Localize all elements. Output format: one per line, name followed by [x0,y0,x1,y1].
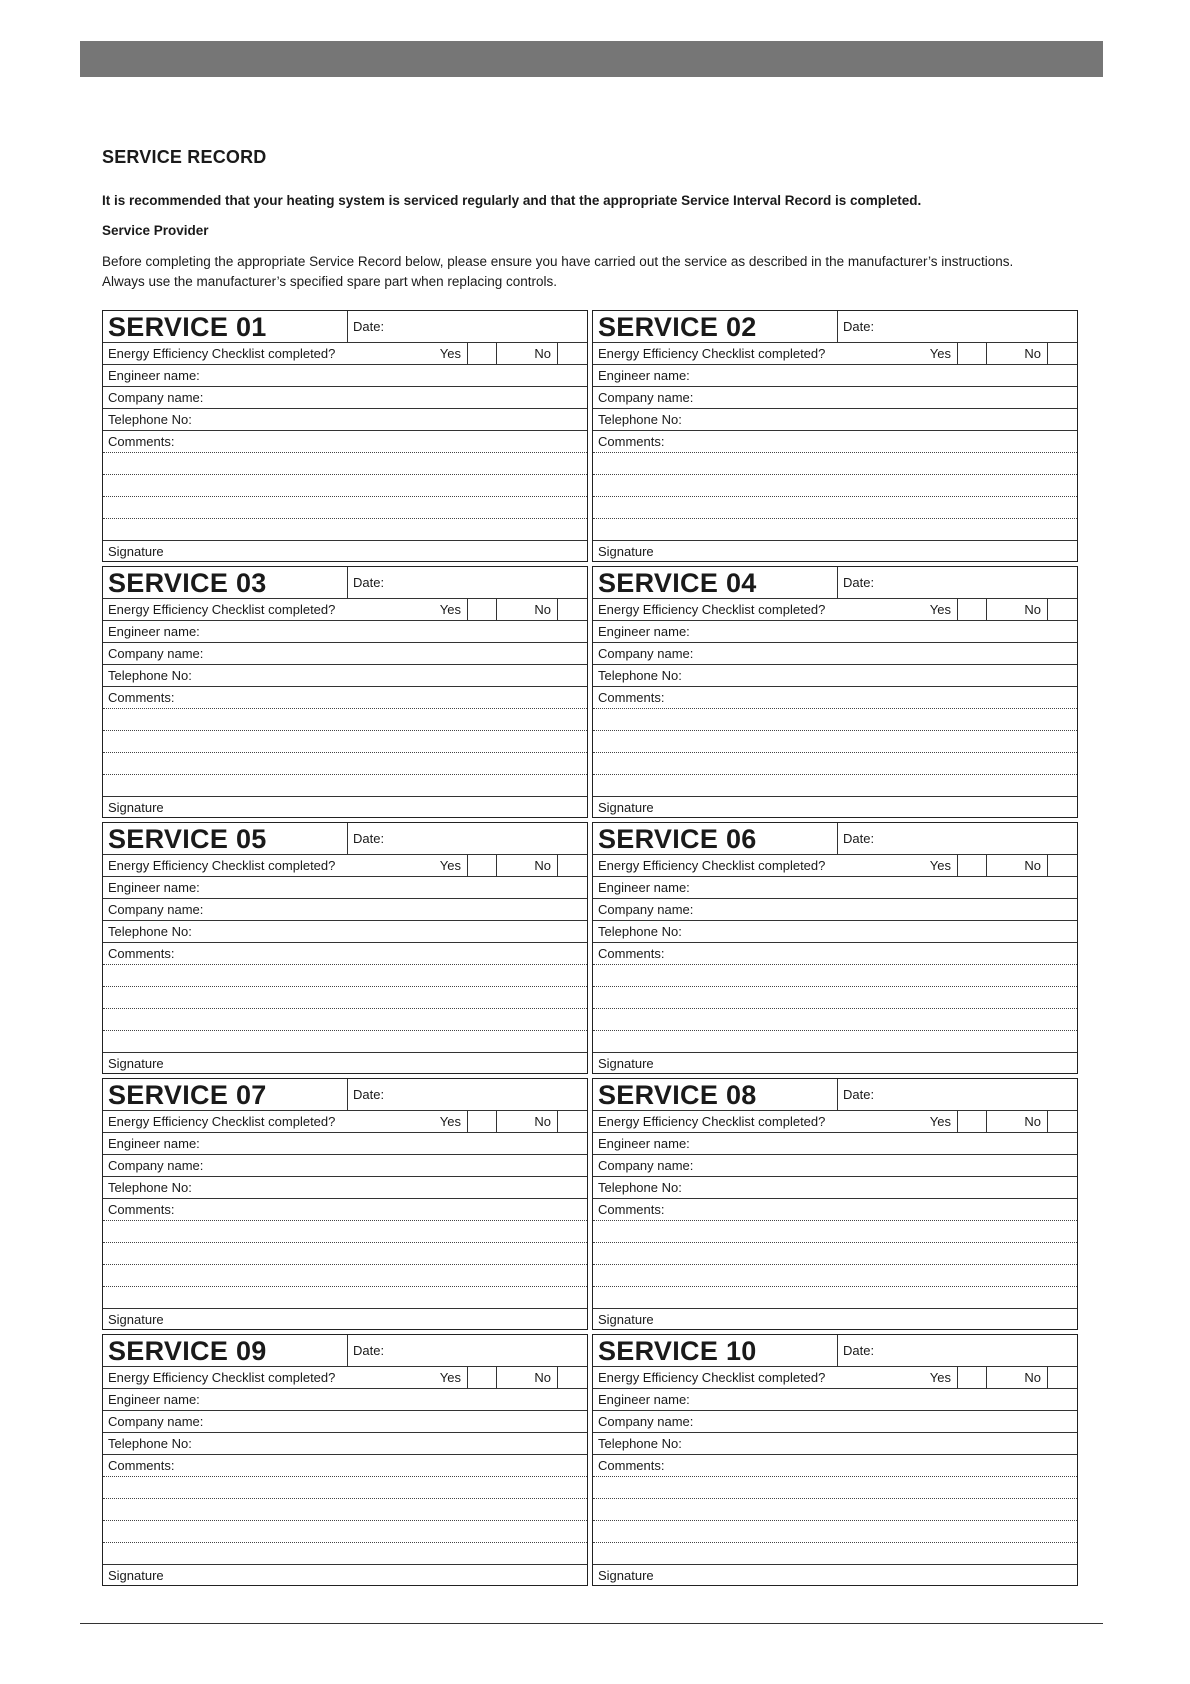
page-title: SERVICE RECORD [102,147,267,167]
checklist-question: Energy Efficiency Checklist completed? [598,858,826,873]
signature-field[interactable]: Signature [108,800,164,815]
date-field[interactable]: Date: [353,831,385,846]
service-title: SERVICE 06 [593,823,838,854]
comment-line[interactable] [593,775,1077,797]
telephone-field[interactable]: Telephone No: [593,665,1077,687]
checklist-row [593,1367,1077,1389]
telephone-field[interactable]: Telephone No: [103,665,587,687]
no-label: No [534,858,551,873]
signature-field[interactable]: Signature [598,544,654,559]
comment-line[interactable] [593,987,1077,1009]
comment-line[interactable] [103,1265,587,1287]
service-record-grid [102,310,1078,1588]
comment-line[interactable] [103,731,587,753]
engineer-name-field[interactable]: Engineer name: [103,877,587,899]
telephone-field[interactable]: Telephone No: [103,921,587,943]
engineer-name-field[interactable]: Engineer name: [103,1389,587,1411]
no-label: No [1024,346,1041,361]
company-name-field[interactable]: Company name: [593,1155,1077,1177]
comments-field[interactable]: Comments: [103,431,587,453]
comments-field[interactable]: Comments: [593,943,1077,965]
comment-line[interactable] [593,731,1077,753]
comment-line[interactable] [593,1009,1077,1031]
service-card [592,1334,1078,1586]
no-label: No [534,602,551,617]
service-title-row [593,311,1077,343]
comment-line[interactable] [593,709,1077,731]
recommendation-text: It is recommended that your heating system is serviced regularly and that the appropriate Service Interval Record is completed. [102,193,922,208]
comment-line[interactable] [103,753,587,775]
date-field[interactable]: Date: [353,319,385,334]
comment-line[interactable] [103,709,587,731]
instructions-text [102,252,1013,291]
comments-field[interactable]: Comments: [103,1199,587,1221]
signature-field[interactable]: Signature [598,1568,654,1583]
date-field[interactable]: Date: [353,575,385,590]
company-name-field[interactable]: Company name: [103,643,587,665]
checklist-row [593,343,1077,365]
yes-label: Yes [439,1370,461,1385]
comment-line[interactable] [593,965,1077,987]
comment-line[interactable] [103,1031,587,1053]
checklist-question: Energy Efficiency Checklist completed? [598,1370,826,1385]
checklist-row [103,1367,587,1389]
comments-field[interactable]: Comments: [593,687,1077,709]
date-field[interactable]: Date: [843,1343,875,1358]
telephone-field[interactable]: Telephone No: [593,409,1077,431]
checklist-row [103,343,587,365]
service-title: SERVICE 07 [103,1079,348,1110]
checklist-row [103,855,587,877]
service-title: SERVICE 01 [103,311,348,342]
checklist-question: Energy Efficiency Checklist completed? [598,346,826,361]
comment-line[interactable] [593,1221,1077,1243]
comment-line[interactable] [593,497,1077,519]
telephone-field[interactable]: Telephone No: [103,409,587,431]
comment-line[interactable] [103,1287,587,1309]
no-checkbox[interactable] [557,599,587,620]
company-name-field[interactable]: Company name: [103,899,587,921]
yes-checkbox[interactable] [957,855,987,876]
comment-line[interactable] [593,1543,1077,1565]
telephone-field[interactable]: Telephone No: [593,921,1077,943]
comment-line[interactable] [103,475,587,497]
signature-field[interactable]: Signature [598,1056,654,1071]
company-name-field[interactable]: Company name: [593,643,1077,665]
telephone-field[interactable]: Telephone No: [103,1433,587,1455]
telephone-field[interactable]: Telephone No: [593,1177,1077,1199]
no-checkbox[interactable] [557,343,587,364]
yes-checkbox[interactable] [957,343,987,364]
service-card [102,310,588,562]
comment-line[interactable] [593,453,1077,475]
no-checkbox[interactable] [1047,1367,1077,1388]
comment-line[interactable] [103,987,587,1009]
service-card [102,822,588,1074]
yes-checkbox[interactable] [957,1367,987,1388]
checklist-question: Energy Efficiency Checklist completed? [108,858,336,873]
yes-checkbox[interactable] [957,599,987,620]
footer-rule [80,1623,1103,1624]
instruction-line-1: Before completing the appropriate Service Record below, please ensure you have carried out the service as described in the manufacturer’s instructions. [102,254,1014,269]
engineer-name-field[interactable]: Engineer name: [593,877,1077,899]
signature-field[interactable]: Signature [598,800,654,815]
company-name-field[interactable]: Company name: [593,387,1077,409]
yes-checkbox[interactable] [467,855,497,876]
yes-label: Yes [439,346,461,361]
date-field[interactable]: Date: [843,319,875,334]
checklist-row [593,599,1077,621]
service-title-row [103,567,587,599]
engineer-name-field[interactable]: Engineer name: [593,365,1077,387]
no-label: No [1024,1114,1041,1129]
yes-label: Yes [439,858,461,873]
service-provider-label: Service Provider [102,223,209,238]
comment-line[interactable] [103,453,587,475]
date-field[interactable]: Date: [843,1087,875,1102]
checklist-row [593,1111,1077,1133]
comment-line[interactable] [593,1521,1077,1543]
yes-label: Yes [439,602,461,617]
service-title-row [103,311,587,343]
company-name-field[interactable]: Company name: [103,1155,587,1177]
yes-label: Yes [929,346,951,361]
no-label: No [1024,858,1041,873]
signature-field[interactable]: Signature [108,1056,164,1071]
comment-line[interactable] [103,1499,587,1521]
service-title: SERVICE 02 [593,311,838,342]
signature-field[interactable]: Signature [598,1312,654,1327]
checklist-row [103,1111,587,1133]
telephone-field[interactable]: Telephone No: [593,1433,1077,1455]
comment-line[interactable] [103,1543,587,1565]
yes-checkbox[interactable] [467,343,497,364]
date-field[interactable]: Date: [843,575,875,590]
comments-field[interactable]: Comments: [103,687,587,709]
comment-line[interactable] [593,753,1077,775]
comments-field[interactable]: Comments: [593,1455,1077,1477]
service-title: SERVICE 04 [593,567,838,598]
date-field[interactable]: Date: [353,1343,385,1358]
checklist-question: Energy Efficiency Checklist completed? [598,1114,826,1129]
no-label: No [534,1370,551,1385]
engineer-name-field[interactable]: Engineer name: [103,621,587,643]
service-title: SERVICE 08 [593,1079,838,1110]
comment-line[interactable] [103,1009,587,1031]
yes-label: Yes [929,602,951,617]
no-label: No [534,346,551,361]
no-checkbox[interactable] [1047,599,1077,620]
service-card [102,566,588,818]
comments-field[interactable]: Comments: [593,431,1077,453]
checklist-row [593,855,1077,877]
comment-line[interactable] [103,1477,587,1499]
comment-line[interactable] [593,1499,1077,1521]
comment-line[interactable] [103,965,587,987]
service-title-row [103,823,587,855]
company-name-field[interactable]: Company name: [593,1411,1077,1433]
yes-checkbox[interactable] [957,1111,987,1132]
service-title-row [103,1335,587,1367]
yes-label: Yes [929,1114,951,1129]
checklist-question: Energy Efficiency Checklist completed? [108,602,336,617]
signature-field[interactable]: Signature [108,544,164,559]
comments-field[interactable]: Comments: [593,1199,1077,1221]
service-card [102,1334,588,1586]
no-checkbox[interactable] [1047,855,1077,876]
checklist-question: Energy Efficiency Checklist completed? [108,1114,336,1129]
comment-line[interactable] [103,1221,587,1243]
comments-field[interactable]: Comments: [103,1455,587,1477]
comment-line[interactable] [103,1521,587,1543]
comment-line[interactable] [593,1265,1077,1287]
comment-line[interactable] [593,1287,1077,1309]
engineer-name-field[interactable]: Engineer name: [593,1389,1077,1411]
service-title: SERVICE 03 [103,567,348,598]
checklist-row [103,599,587,621]
instruction-line-2: Always use the manufacturer’s specified spare part when replacing controls. [102,273,557,289]
service-title: SERVICE 10 [593,1335,838,1366]
no-label: No [1024,1370,1041,1385]
checklist-question: Energy Efficiency Checklist completed? [108,346,336,361]
comment-line[interactable] [593,1031,1077,1053]
service-card [592,1078,1078,1330]
service-title-row [103,1079,587,1111]
service-title-row [593,1335,1077,1367]
comment-line[interactable] [593,1243,1077,1265]
comment-line[interactable] [593,475,1077,497]
signature-field[interactable]: Signature [108,1312,164,1327]
date-field[interactable]: Date: [353,1087,385,1102]
comment-line[interactable] [103,519,587,541]
company-name-field[interactable]: Company name: [103,1411,587,1433]
comment-line[interactable] [103,1243,587,1265]
telephone-field[interactable]: Telephone No: [103,1177,587,1199]
engineer-name-field[interactable]: Engineer name: [103,365,587,387]
company-name-field[interactable]: Company name: [103,387,587,409]
checklist-question: Energy Efficiency Checklist completed? [598,602,826,617]
service-title-row [593,1079,1077,1111]
yes-label: Yes [929,858,951,873]
no-label: No [1024,602,1041,617]
no-checkbox[interactable] [557,1367,587,1388]
service-title-row [593,823,1077,855]
no-checkbox[interactable] [1047,1111,1077,1132]
service-title: SERVICE 09 [103,1335,348,1366]
engineer-name-field[interactable]: Engineer name: [593,621,1077,643]
yes-label: Yes [439,1114,461,1129]
comment-line[interactable] [593,519,1077,541]
no-checkbox[interactable] [1047,343,1077,364]
service-title: SERVICE 05 [103,823,348,854]
engineer-name-field[interactable]: Engineer name: [593,1133,1077,1155]
service-card [592,310,1078,562]
signature-field[interactable]: Signature [108,1568,164,1583]
comment-line[interactable] [103,497,587,519]
service-card [592,822,1078,1074]
checklist-question: Energy Efficiency Checklist completed? [108,1370,336,1385]
yes-label: Yes [929,1370,951,1385]
comment-line[interactable] [593,1477,1077,1499]
yes-checkbox[interactable] [467,1111,497,1132]
no-label: No [534,1114,551,1129]
service-card [592,566,1078,818]
comments-field[interactable]: Comments: [103,943,587,965]
no-checkbox[interactable] [557,855,587,876]
yes-checkbox[interactable] [467,599,497,620]
service-title-row [593,567,1077,599]
service-card [102,1078,588,1330]
comment-line[interactable] [103,775,587,797]
yes-checkbox[interactable] [467,1367,497,1388]
engineer-name-field[interactable]: Engineer name: [103,1133,587,1155]
company-name-field[interactable]: Company name: [593,899,1077,921]
date-field[interactable]: Date: [843,831,875,846]
header-bar [80,41,1103,77]
no-checkbox[interactable] [557,1111,587,1132]
